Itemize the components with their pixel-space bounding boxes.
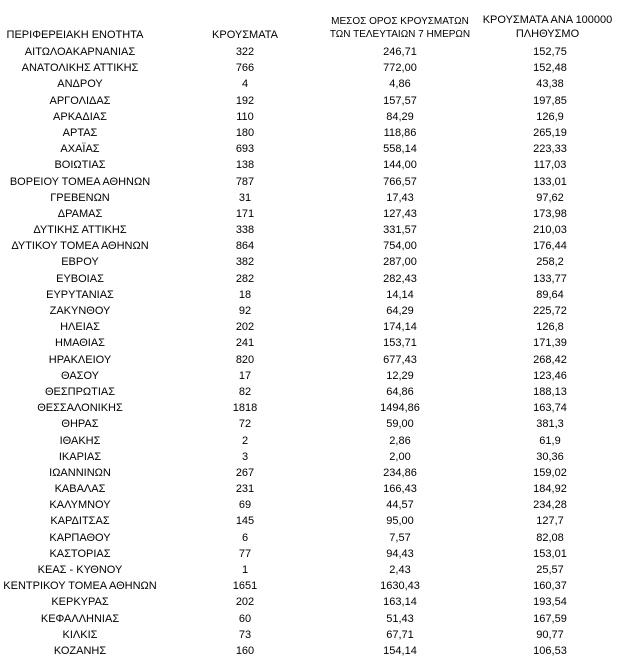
per-100k-cell: 43,38 [536, 78, 564, 91]
cases-cell: 1818 [232, 402, 258, 415]
per-100k-cell: 210,03 [533, 224, 567, 237]
cases-cell: 1651 [232, 580, 258, 593]
per-100k-cell: 152,48 [533, 62, 567, 75]
per-100k-cell: 133,77 [533, 272, 567, 285]
per-100k-cell: 258,2 [536, 256, 564, 269]
cases-cell: 231 [235, 483, 255, 496]
average-cell: 127,43 [383, 207, 417, 220]
cases-cell: 77 [238, 547, 252, 560]
average-cell: 1630,43 [380, 580, 420, 593]
per-100k-cell: 89,64 [536, 288, 564, 301]
region-cell: ΚΕΦΑΛΛΗΝΙΑΣ [40, 612, 120, 625]
per-100k-cell: 127,7 [536, 515, 564, 528]
table-row [0, 594, 632, 610]
average-cell: 754,00 [383, 240, 417, 253]
cases-cell: 138 [235, 159, 255, 172]
cases-cell: 4 [241, 78, 249, 91]
per-100k-cell: 225,72 [533, 305, 567, 317]
average-cell: 766,57 [383, 175, 417, 188]
header-per-100k [475, 13, 620, 41]
average-cell: 51,43 [386, 612, 414, 625]
table-row [0, 76, 632, 92]
per-100k-cell: 197,85 [533, 94, 567, 107]
region-cell: ΖΑΚΥΝΘΟΥ [49, 305, 111, 317]
header-cases: ΚΡΟΥΣΜΑΤΑ [212, 29, 278, 41]
average-cell: 772,00 [383, 62, 417, 75]
cases-cell: 69 [238, 499, 252, 512]
average-cell: 331,57 [383, 224, 417, 237]
table-row [0, 352, 632, 368]
average-cell: 59,00 [386, 418, 414, 431]
table-row [0, 497, 632, 513]
region-cell: ΗΜΑΘΙΑΣ [55, 337, 105, 350]
per-100k-cell: 184,92 [533, 483, 567, 496]
per-100k-cell: 160,37 [533, 580, 567, 593]
average-cell: 44,57 [386, 499, 414, 512]
table-row [0, 530, 632, 546]
per-100k-cell: 90,77 [536, 628, 564, 641]
table-row [0, 44, 632, 60]
header-7day-average-line1: ΜΕΣΟΣ ΟΡΟΣ ΚΡΟΥΣΜΑΤΩΝ [331, 16, 469, 27]
region-cell: ΑΧΑΪΑΣ [60, 143, 100, 156]
average-cell: 2,86 [389, 434, 411, 447]
table-row [0, 562, 632, 578]
cases-cell: 73 [238, 628, 252, 641]
region-cell: ΚΙΛΚΙΣ [62, 628, 98, 641]
cases-cell: 72 [238, 418, 252, 431]
cases-cell: 180 [235, 126, 255, 139]
region-cell: ΚΑΒΑΛΑΣ [54, 483, 106, 496]
table-row [0, 416, 632, 432]
region-cell: ΕΥΡΥΤΑΝΙΑΣ [46, 288, 114, 301]
region-cell: ΑΝΑΤΟΛΙΚΗΣ ΑΤΤΙΚΗΣ [21, 62, 139, 75]
table-row [0, 222, 632, 238]
cases-cell: 820 [235, 353, 255, 366]
table-row [0, 513, 632, 529]
per-100k-cell: 173,98 [533, 207, 567, 220]
average-cell: 2,43 [389, 564, 411, 576]
cases-cell: 18 [238, 288, 252, 301]
cases-cell: 145 [235, 515, 255, 528]
cases-cell: 2 [241, 434, 249, 447]
per-100k-cell: 176,44 [533, 240, 567, 253]
region-cell: ΑΡΤΑΣ [62, 126, 98, 139]
average-cell: 64,29 [386, 305, 414, 317]
average-cell: 153,71 [383, 337, 417, 350]
table-row [0, 287, 632, 303]
cases-cell: 171 [235, 207, 255, 220]
region-cell: ΘΑΣΟΥ [60, 369, 100, 382]
per-100k-cell: 61,9 [539, 434, 561, 447]
per-100k-cell: 133,01 [533, 175, 567, 188]
region-cell: ΚΕΑΣ - ΚΥΘΝΟΥ [37, 564, 123, 576]
per-100k-cell: 25,57 [536, 564, 564, 576]
average-cell: 157,57 [383, 94, 417, 107]
table-row [0, 433, 632, 449]
region-cell: ΑΝΔΡΟΥ [57, 78, 103, 91]
average-cell: 94,43 [386, 547, 414, 560]
header-7day-average-line2: ΤΩΝ ΤΕΛΕΥΤΑΙΩΝ 7 ΗΜΕΡΩΝ [329, 29, 471, 40]
average-cell: 174,14 [383, 321, 417, 334]
average-cell: 144,00 [383, 159, 417, 172]
average-cell: 246,71 [383, 46, 417, 58]
table-row [0, 643, 632, 659]
table-row [0, 481, 632, 497]
table-body [0, 44, 632, 659]
region-cell: ΙΚΑΡΙΑΣ [58, 450, 102, 463]
cases-cell: 241 [235, 337, 255, 350]
table-row [0, 319, 632, 335]
region-cell: ΚΕΝΤΡΙΚΟΥ ΤΟΜΕΑ ΑΘΗΝΩΝ [3, 580, 157, 593]
cases-cell: 110 [236, 110, 254, 123]
cases-cell: 787 [235, 175, 255, 188]
average-cell: 154,14 [383, 644, 417, 657]
table-row [0, 465, 632, 481]
average-cell: 4,86 [389, 78, 411, 91]
cases-cell: 92 [238, 305, 252, 317]
header-region: ΠΕΡΙΦΕΡΕΙΑΚΗ ΕΝΟΤΗΤΑ [6, 29, 144, 41]
cases-cell: 17 [238, 369, 252, 382]
table-row [0, 238, 632, 254]
region-cell: ΑΡΚΑΔΙΑΣ [53, 110, 107, 123]
table-row [0, 125, 632, 141]
average-cell: 17,43 [386, 191, 414, 204]
cases-cell: 202 [235, 321, 255, 334]
table-row [0, 157, 632, 173]
cases-cell: 3 [241, 450, 249, 463]
per-100k-cell: 106,53 [533, 644, 567, 657]
region-cell: ΚΕΡΚΥΡΑΣ [51, 596, 109, 609]
per-100k-cell: 153,01 [533, 547, 567, 560]
cases-cell: 864 [235, 240, 255, 253]
region-cell: ΗΡΑΚΛΕΙΟΥ [48, 353, 112, 366]
per-100k-cell: 223,33 [533, 143, 567, 156]
table-row [0, 368, 632, 384]
per-100k-cell: 167,59 [533, 612, 567, 625]
per-100k-cell: 188,13 [533, 385, 567, 398]
region-cell: ΘΕΣΣΑΛΟΝΙΚΗΣ [37, 402, 123, 415]
per-100k-cell: 268,42 [533, 353, 567, 366]
per-100k-cell: 193,54 [533, 596, 567, 609]
table-row [0, 400, 632, 416]
region-cell: ΕΥΒΟΙΑΣ [56, 272, 104, 285]
average-cell: 287,00 [383, 256, 417, 269]
per-100k-cell: 117,03 [533, 159, 567, 172]
per-100k-cell: 97,62 [536, 191, 564, 204]
cases-cell: 31 [238, 191, 252, 204]
table-row [0, 627, 632, 643]
table-row [0, 141, 632, 157]
region-cell: ΔΥΤΙΚΟΥ ΤΟΜΕΑ ΑΘΗΝΩΝ [11, 240, 149, 253]
cases-cell: 322 [235, 46, 255, 58]
region-cell: ΙΘΑΚΗΣ [59, 434, 101, 447]
region-cell: ΙΩΑΝΝΙΝΩΝ [49, 466, 111, 479]
region-cell: ΚΑΛΥΜΝΟΥ [49, 499, 111, 512]
region-cell: ΔΥΤΙΚΗΣ ΑΤΤΙΚΗΣ [33, 224, 127, 237]
cases-cell: 202 [235, 596, 255, 609]
table-row [0, 60, 632, 76]
cases-cell: 1 [241, 564, 249, 576]
average-cell: 14,14 [386, 288, 414, 301]
average-cell: 118,86 [383, 126, 417, 139]
average-cell: 282,43 [383, 272, 417, 285]
region-cell: ΚΑΡΔΙΤΣΑΣ [50, 515, 110, 528]
region-cell: ΑΙΤΩΛΟΑΚΑΡΝΑΝΙΑΣ [24, 46, 136, 58]
region-cell: ΑΡΓΟΛΙΔΑΣ [49, 94, 111, 107]
average-cell: 2,00 [389, 450, 411, 463]
table-row [0, 174, 632, 190]
table-row [0, 384, 632, 400]
per-100k-cell: 126,8 [536, 321, 564, 334]
header-per-100k-line1: ΚΡΟΥΣΜΑΤΑ ΑΝΑ 100000 [482, 14, 613, 26]
region-cell: ΒΟΡΕΙΟΥ ΤΟΜΕΑ ΑΘΗΝΩΝ [9, 175, 151, 188]
average-cell: 163,14 [383, 596, 417, 609]
average-cell: 166,43 [383, 483, 417, 496]
table-row [0, 109, 632, 125]
cases-cell: 192 [235, 94, 255, 107]
region-cell: ΔΡΑΜΑΣ [57, 207, 103, 220]
cases-cell: 267 [235, 466, 255, 479]
cases-cell: 693 [235, 143, 255, 156]
cases-cell: 338 [235, 224, 255, 237]
table-row [0, 449, 632, 465]
per-100k-cell: 234,28 [533, 499, 567, 512]
per-100k-cell: 381,3 [536, 418, 564, 431]
average-cell: 64,86 [386, 385, 414, 398]
region-cell: ΚΟΖΑΝΗΣ [53, 644, 107, 657]
cases-cell: 766 [235, 62, 255, 75]
table-row [0, 254, 632, 270]
average-cell: 7,57 [389, 531, 411, 544]
average-cell: 234,86 [383, 466, 417, 479]
cases-cell: 82 [238, 385, 252, 398]
region-cell: ΕΒΡΟΥ [61, 256, 99, 269]
per-100k-cell: 123,46 [533, 369, 567, 382]
average-cell: 12,29 [386, 369, 414, 382]
per-100k-cell: 171,39 [533, 337, 567, 350]
table-row [0, 190, 632, 206]
region-cell: ΒΟΙΩΤΙΑΣ [54, 159, 106, 172]
header-per-100k-line2: ΠΛΗΘΥΣΜΟ [515, 28, 580, 40]
table-row [0, 546, 632, 562]
per-100k-cell: 152,75 [533, 46, 567, 58]
cases-cell: 282 [235, 272, 255, 285]
average-cell: 558,14 [383, 143, 417, 156]
average-cell: 1494,86 [380, 402, 420, 415]
per-100k-cell: 30,36 [536, 450, 564, 463]
region-cell: ΚΑΣΤΟΡΙΑΣ [49, 547, 111, 560]
table-row [0, 271, 632, 287]
region-cell: ΘΕΣΠΡΩΤΙΑΣ [44, 385, 116, 398]
region-cell: ΗΛΕΙΑΣ [60, 321, 100, 334]
average-cell: 677,43 [383, 353, 417, 366]
cases-cell: 60 [238, 612, 252, 625]
table-row [0, 206, 632, 222]
average-cell: 84,29 [386, 110, 414, 123]
per-100k-cell: 82,08 [536, 531, 564, 544]
table-row [0, 303, 632, 319]
region-cell: ΘΗΡΑΣ [61, 418, 99, 431]
average-cell: 67,71 [386, 628, 414, 641]
per-100k-cell: 265,19 [533, 126, 567, 139]
table-row [0, 93, 632, 109]
region-cell: ΚΑΡΠΑΘΟΥ [49, 531, 111, 544]
cases-cell: 6 [241, 531, 249, 544]
per-100k-cell: 159,02 [533, 466, 567, 479]
table-row [0, 611, 632, 627]
average-cell: 95,00 [386, 515, 414, 528]
header-7day-average [320, 15, 480, 41]
cases-cell: 382 [235, 256, 255, 269]
table-row [0, 578, 632, 594]
table-row [0, 335, 632, 351]
cases-cell: 160 [235, 644, 255, 657]
per-100k-cell: 163,74 [533, 402, 567, 415]
per-100k-cell: 126,9 [536, 110, 564, 123]
region-cell: ΓΡΕΒΕΝΩΝ [50, 191, 110, 204]
